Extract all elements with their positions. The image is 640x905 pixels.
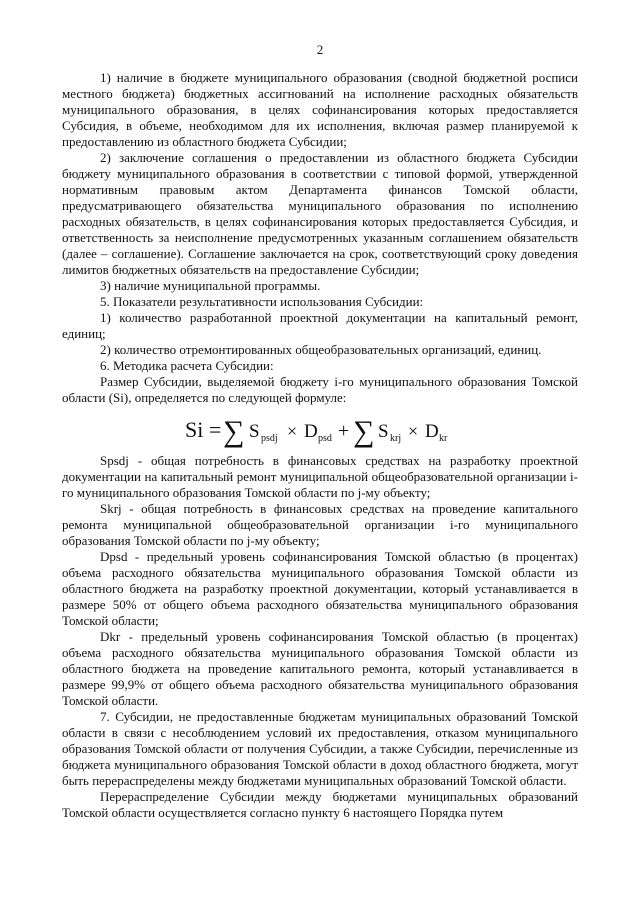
formula-lhs: Si — [185, 417, 204, 442]
subsidy-formula — [62, 407, 578, 453]
formula-d-kr-sub: kr — [439, 433, 448, 444]
paragraph: 7. Субсидии, не предоставленные бюджетам муниципальных образований Томской области в связи с несоблюдением условий их предоставления, отказом муниципального образования Томской области от получения Субсидии, а также Субсидии, перечисленные из бюджета муниципального образования Томской области в доход областного бюджета, могут быть перераспределены между бюджетами муниципальных образований Томской области. — [62, 709, 578, 788]
page-number: 2 — [316, 42, 324, 57]
formula-d-kr: D — [425, 421, 439, 442]
paragraph: 1) наличие в бюджете муниципального образования (сводной бюджетной росписи местного бюджета) бюджетных ассигнований на исполнение расходных обязательств муниципального образования, в целях софинансирования которых предоставляется Субсидия, в объеме, необходимом для их исполнения, включая размер планируемой к предоставлению из областного бюджета Субсидии; — [62, 70, 578, 149]
paragraph: Размер Субсидии, выделяемой бюджету i-го муниципального образования Томской области (Si), определяется по следующей формуле: — [62, 374, 578, 405]
formula-s-krj-sub: krj — [390, 433, 402, 444]
paragraph: 5. Показатели результативности использования Субсидии: — [100, 294, 424, 309]
formula-s-krj: S — [378, 421, 389, 442]
formula-d-psd-sub: psd — [318, 433, 332, 444]
paragraph: 2) количество отремонтированных общеобразовательных организаций, единиц. — [100, 342, 542, 357]
paragraph: 6. Методика расчета Субсидии: — [100, 358, 274, 373]
paragraph: Dkr - предельный уровень софинансирования Томской областью (в процентах) объема расходного обязательства муниципального образования Томской области из областного бюджета на проведение капитального ремонта, который устанавливается в размере 99,9% от общего объема расходного обязательства муниципального образования Томской области. — [62, 629, 578, 708]
paragraph: Skrj - общая потребность в финансовых средствах на проведение капитального ремонта муниципальной общеобразовательной организации i-го муниципального образования Томской области по j-му объекту; — [62, 501, 578, 548]
paragraph: 3) наличие муниципальной программы. — [100, 278, 321, 293]
formula-plus: + — [338, 420, 350, 442]
paragraph: 1) количество разработанной проектной документации на капитальный ремонт, единиц; — [62, 310, 578, 341]
paragraph: Dpsd - предельный уровень софинансирования Томской областью (в процентах) объема расходного обязательства муниципального образования Томской области из областного бюджета на разработку проектной документации, который устанавливается в размере 50% от общего объема расходного обязательства муниципального образования Томской области; — [62, 549, 578, 628]
formula-sum-2: ∑ — [353, 415, 375, 448]
formula-sum-1: ∑ — [223, 415, 245, 448]
document-body — [62, 70, 578, 821]
paragraph: Spsdj - общая потребность в финансовых средствах на разработку проектной документации на капитальный ремонт муниципальной общеобразовательной организации i-го муниципального образования Томской области по j-му объекту; — [62, 453, 578, 500]
formula-s-psdj-sub: psdj — [261, 433, 278, 444]
formula-d-psd: D — [304, 421, 318, 442]
formula-times-2: × — [408, 421, 419, 441]
paragraph: Перераспределение Субсидии между бюджетами муниципальных образований Томской области осуществляется согласно пункту 6 настоящего Порядка путем — [62, 789, 578, 820]
paragraph: 2) заключение соглашения о предоставлении из областного бюджета Субсидии бюджету муниципального образования в соответствии с типовой формой, утвержденной нормативным правовым актом Департамента финансов Томской области, предусматривающего обязательства муниципального образования по исполнению расходных обязательств, в целях софинансирования которых предоставляется Субсидия, и ответственность за неисполнение предусмотренных указанным соглашением обязательств (далее – соглашение). Соглашение заключается на срок, соответствующий сроку доведения лимитов бюджетных обязательств на предоставление Субсидии; — [62, 150, 578, 277]
formula-times-1: × — [287, 421, 298, 441]
formula-s-psdj: S — [249, 421, 260, 442]
formula-equals: = — [209, 417, 222, 442]
